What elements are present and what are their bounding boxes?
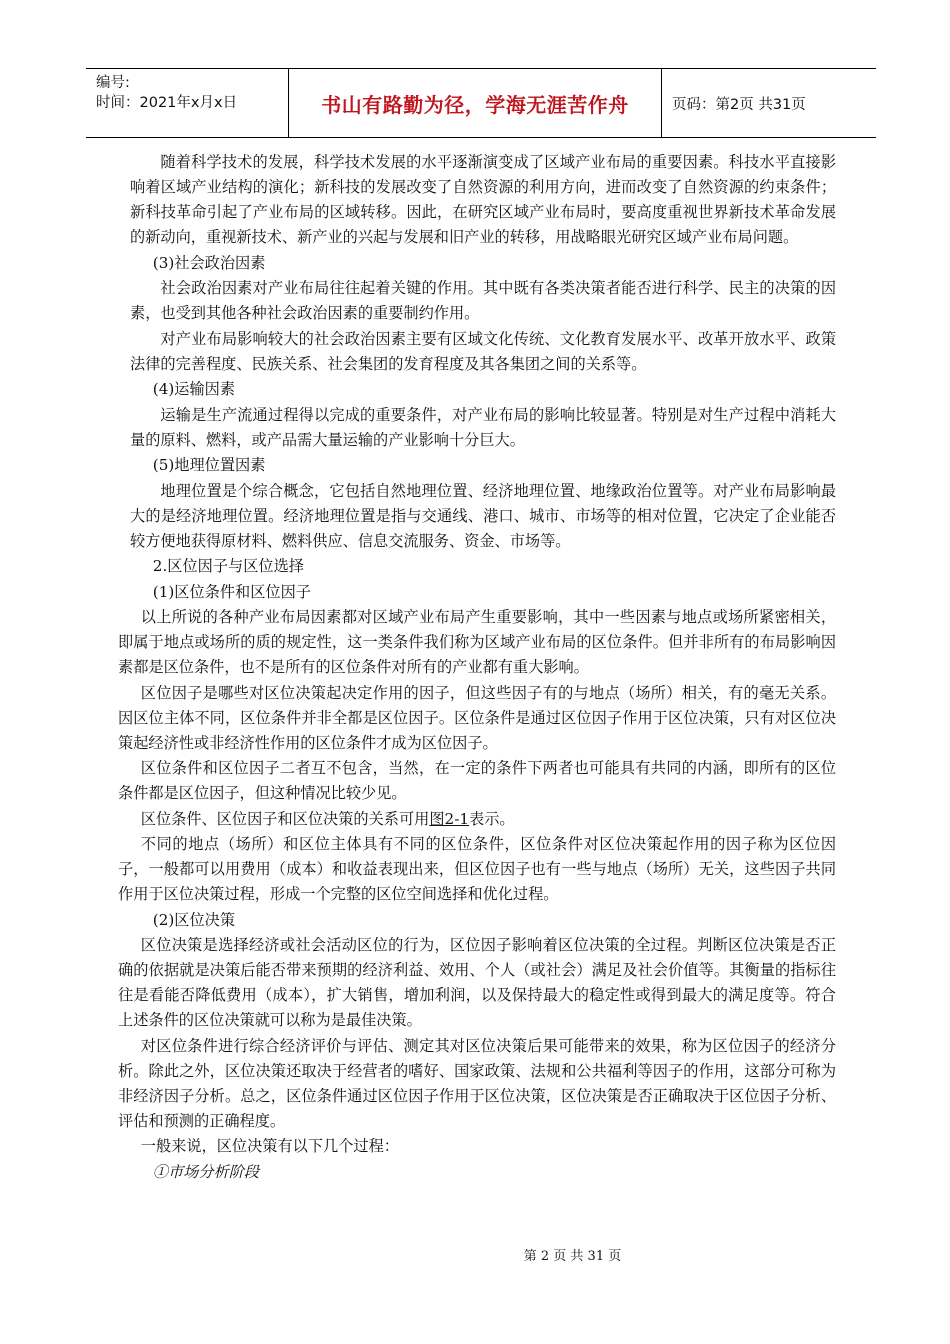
paragraph: 地理位置是个综合概念，它包括自然地理位置、经济地理位置、地缘政治位置等。对产业布局影响最大的是经济地理位置。经济地理位置是指与交通线、港口、城市、市场等的相对位置，它决定了企业能否较方便地获得原材料、燃料供应、信息交流服务、资金、市场等。 bbox=[130, 481, 836, 550]
paragraph: 社会政治因素对产业布局往往起着关键的作用。其中既有各类决策者能否进行科学、民主的决策的因素，也受到其他各种社会政治因素的重要制约作用。 bbox=[130, 279, 836, 322]
paragraph: 以上所说的各种产业布局因素都对区域产业布局产生重要影响，其中一些因素与地点或场所紧密相关，即属于地点或场所的质的规定性，这一类条件我们称为区域产业布局的区位条件。但并非所有的布局影响因素都是区位条件，也不是所有的区位条件对所有的产业都有重大影响。 bbox=[118, 608, 836, 676]
document-time: 时间：2021年x月x日 bbox=[96, 95, 238, 111]
paragraph: 区位决策是选择经济或社会活动区位的行为，区位因子影响着区位决策的全过程。判断区位决策是否正确的依据就是决策后能否带来预期的经济利益、效用、个人（或社会）满足及社会价值等。其衡量的指标往往是看能否降低费用（成本），扩大销售，增加利润，以及保持最大的稳定性或得到最大的满足度等。符合上述条件的区位决策就可以称为是最佳决策。 bbox=[118, 936, 836, 1029]
figure-ref-text: 区位条件、区位因子和区位决策的关系可用 bbox=[140, 809, 430, 828]
document-number-label: 编号: bbox=[96, 75, 130, 91]
section-heading: (1)区位条件和区位因子 bbox=[152, 582, 311, 601]
paragraph: 对区位条件进行综合经济评价与评估、测定其对区位决策后果可能带来的效果，称为区位因子的经济分析。除此之外，区位决策还取决于经营者的嗜好、国家政策、法规和公共福利等因子的作用，这部分可称为非经济因子分析。总之，区位条件通过区位因子作用于区位决策，区位决策是否正确取决于区位因子分析、评估和预测的正确程度。 bbox=[118, 1036, 836, 1130]
section-heading: (2)区位决策 bbox=[152, 910, 236, 929]
paragraph bbox=[118, 807, 836, 832]
section-heading: ①市场分析阶段 bbox=[152, 1162, 260, 1181]
section-heading: 2.区位因子与区位选择 bbox=[152, 557, 304, 575]
section-heading: (4)运输因素 bbox=[152, 380, 236, 398]
paragraph: 对产业布局影响较大的社会政治因素主要有区域文化传统、文化教育发展水平、改革开放水平、政策法律的完善程度、民族关系、社会集团的发育程度及其各集团之间的关系等。 bbox=[130, 329, 836, 373]
header-motto: 书山有路勤为径，学海无涯苦作舟 bbox=[288, 69, 662, 137]
header-page-info: 页码：第2页 共31页 bbox=[672, 96, 806, 113]
page-footer: 第 2 页 共 31 页 bbox=[523, 1249, 622, 1264]
figure-link[interactable]: 图2-1 bbox=[429, 809, 470, 828]
header-meta bbox=[86, 69, 288, 137]
paragraph: 随着科学技术的发展，科学技术发展的水平逐渐演变成了区域产业布局的重要因素。科技水平直接影响着区域产业结构的演化；新科技的发展改变了自然资源的利用方向，进而改变了自然资源的约束条件；新科技革命引起了产业布局的区域转移。因此，在研究区域产业布局时，要高度重视世界新技术革命发展的新动向，重视新技术、新产业的兴起与发展和旧产业的转移，用战略眼光研究区域产业布局问题。 bbox=[130, 153, 836, 246]
document-body bbox=[118, 150, 836, 1185]
paragraph: 一般来说，区位决策有以下几个过程： bbox=[140, 1137, 399, 1155]
paragraph: 运输是生产流通过程得以完成的重要条件，对产业布局的影响比较显著。特别是对生产过程中消耗大量的原料、燃料，或产品需大量运输的产业影响十分巨大。 bbox=[130, 405, 836, 449]
paragraph: 不同的地点（场所）和区位主体具有不同的区位条件，区位条件对区位决策起作用的因子称为区位因子，一般都可以用费用（成本）和收益表现出来，但区位因子也有一些与地点（场所）无关，这些因子共同作用于区位决策过程，形成一个完整的区位空间选择和优化过程。 bbox=[118, 835, 836, 903]
figure-ref-suffix: 表示。 bbox=[469, 809, 515, 828]
paragraph: 区位因子是哪些对区位决策起决定作用的因子，但这些因子有的与地点（场所）相关，有的毫无关系。因区位主体不同，区位条件并非全都是区位因子。区位条件是通过区位因子作用于区位决策，只有对区位决策起经济性或非经济性作用的区位条件才成为区位因子。 bbox=[118, 683, 836, 752]
section-heading: (5)地理位置因素 bbox=[152, 456, 266, 474]
section-heading: (3)社会政治因素 bbox=[152, 253, 266, 272]
page-header bbox=[86, 68, 876, 138]
paragraph: 区位条件和区位因子二者互不包含，当然，在一定的条件下两者也可能具有共同的内涵，即所有的区位条件都是区位因子，但这种情况比较少见。 bbox=[118, 759, 836, 802]
